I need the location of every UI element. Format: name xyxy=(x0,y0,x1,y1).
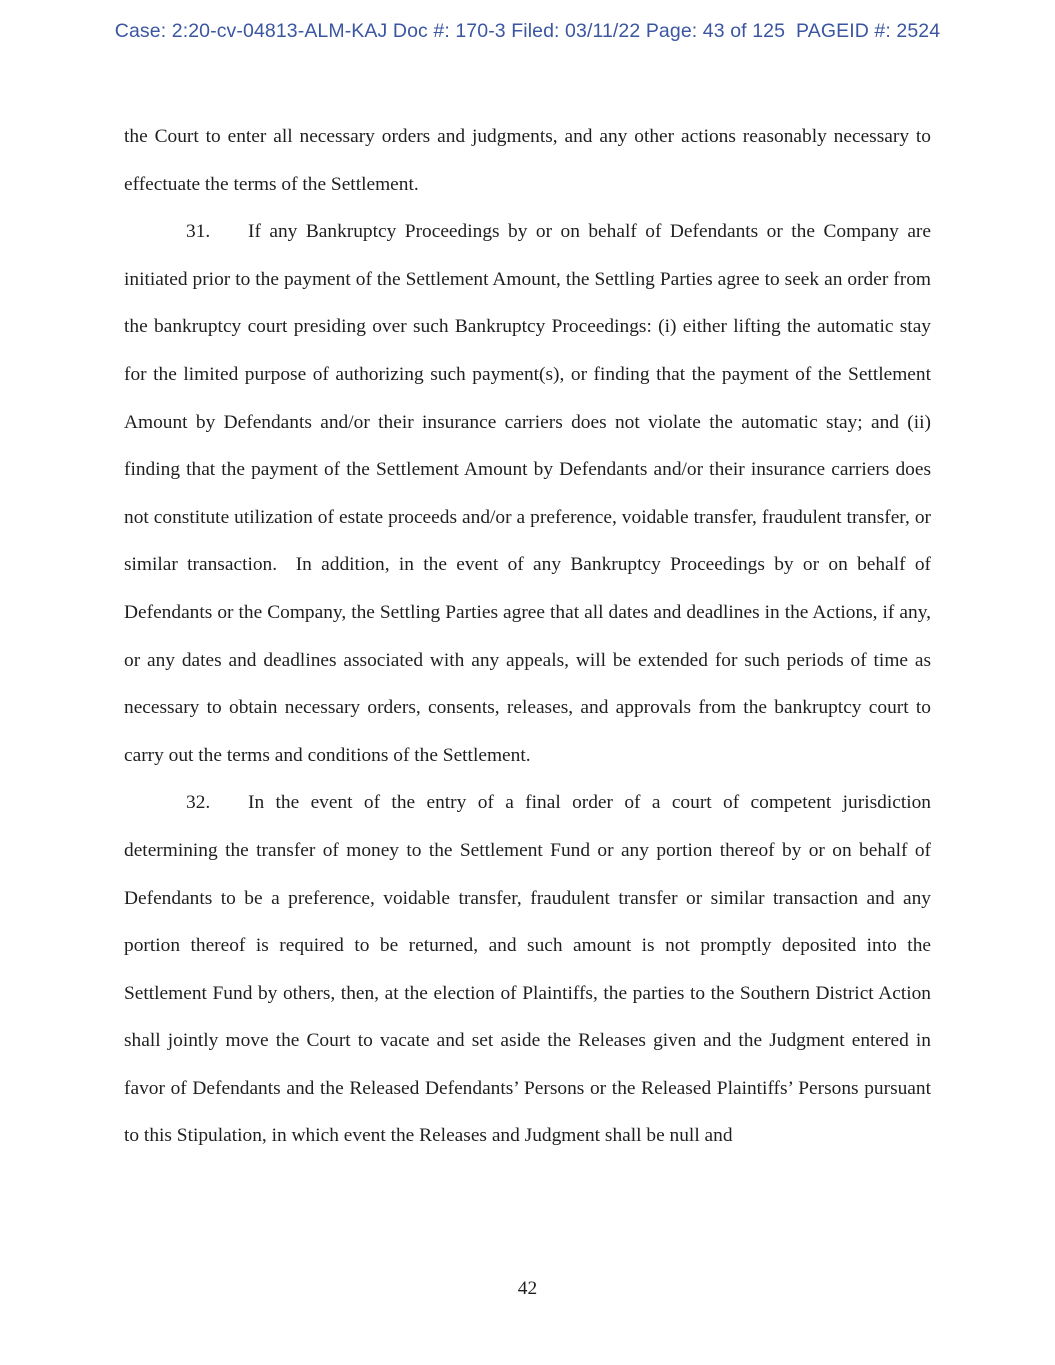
paragraph-continuation: the Court to enter all necessary orders and judgments, and any other actions reasonably necessary to effectuate the terms of the Settlement. xyxy=(124,126,936,195)
paragraph-number: 31. xyxy=(186,221,211,243)
paragraph-text: If any Bankruptcy Proceedings by or on behalf of Defendants or the Company are initiated prior to the payment of the Settlement Amount, the Settling Parties agree to seek an order from the bankruptcy court presiding over such Bankruptcy Proceedings: (i) either lifting the automatic stay for the limited purpose of authorizing such payment(s), or finding that the payment of the Settlement Amount by Defendants and/or their insurance carriers does not violate the automatic stay; and (ii) finding that the payment of the Settlement Amount by Defendants and/or their insurance carriers does not constitute utilization of estate proceeds and/or a preference, voidable transfer, fraudulent transfer, or similar transaction. In addition, in the event of any Bankruptcy Proceedings by or on behalf of Defendants or the Company, the Settling Parties agree that all dates and deadlines in the Actions, if any, or any dates and deadlines associated with any appeals, will be extended for such periods of time as necessary to obtain necessary orders, consents, releases, and approvals from the bankruptcy court to carry out the terms and conditions of the Settlement. xyxy=(124,221,936,766)
paragraph-31 xyxy=(124,208,936,779)
document-body xyxy=(124,113,936,1160)
paragraph-32 xyxy=(124,779,936,1160)
case-header: Case: 2:20-cv-04813-ALM-KAJ Doc #: 170-3 Filed: 03/11/22 Page: 43 of 125 PAGEID #: 2524 xyxy=(114,20,941,42)
paragraph-text: In the event of the entry of a final order of a court of competent jurisdiction determining the transfer of money to the Settlement Fund or any portion thereof by or on behalf of Defendants to be a preference, voidable transfer, fraudulent transfer or similar transaction and any portion thereof is required to be returned, and such amount is not promptly deposited into the Settlement Fund by others, then, at the election of Plaintiffs, the parties to the Southern District Action shall jointly move the Court to vacate and set aside the Releases given and the Judgment entered in favor of Defendants and the Released Defendants’ Persons or the Released Plaintiffs’ Persons pursuant to this Stipulation, in which event the Releases and Judgment shall be null and xyxy=(124,792,936,1147)
paragraph-number: 32. xyxy=(186,792,211,814)
page-number: 42 xyxy=(517,1278,538,1299)
